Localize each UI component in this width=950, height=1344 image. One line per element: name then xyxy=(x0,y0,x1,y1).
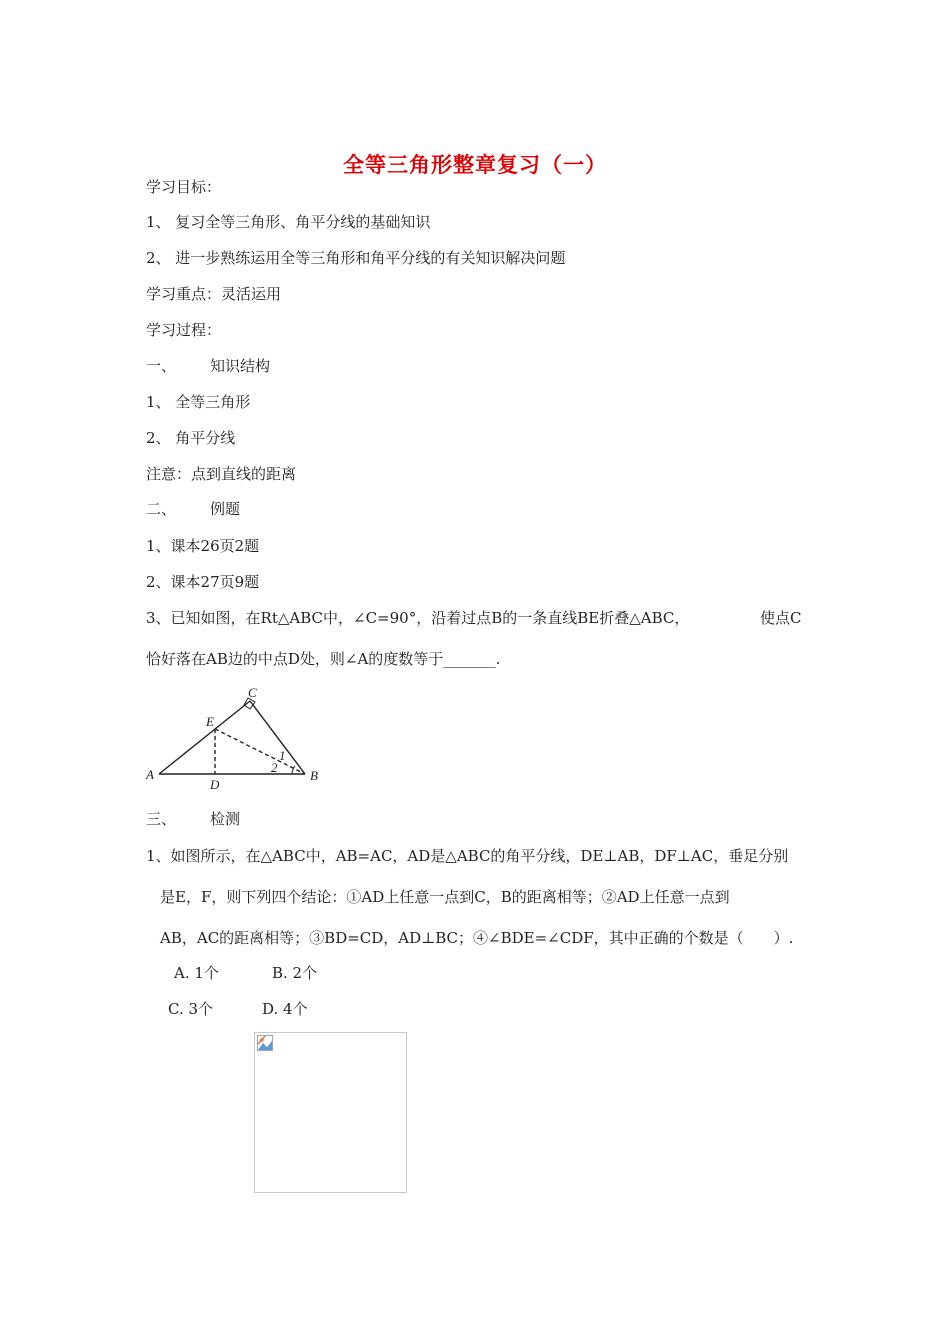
section-1-title: 知识结构 xyxy=(210,357,271,375)
section-3-heading xyxy=(146,809,240,829)
label-b: B xyxy=(310,768,318,783)
option-b: B. 2个 xyxy=(272,964,318,982)
fold-line-be xyxy=(215,729,305,774)
broken-image-icon xyxy=(257,1035,273,1051)
label-angle-2: 2 xyxy=(271,760,278,775)
example-1: 1、课本26页2题 xyxy=(146,537,260,555)
label-a: A xyxy=(146,767,154,782)
option-d: D. 4个 xyxy=(262,1000,308,1018)
focus: 学习重点：灵活运用 xyxy=(146,285,282,303)
goal-2: 2、 进一步熟练运用全等三角形和角平分线的有关知识解决问题 xyxy=(146,249,566,267)
section-2-title: 例题 xyxy=(210,500,241,518)
section-3-title: 检测 xyxy=(210,810,241,828)
example-2: 2、课本27页9题 xyxy=(146,573,260,591)
missing-image-placeholder xyxy=(254,1032,407,1193)
section-1-number: 一、 xyxy=(146,357,177,375)
label-angle-1: 1 xyxy=(279,748,286,763)
section-2-heading xyxy=(146,499,240,519)
triangle-figure xyxy=(140,684,330,794)
side-ac xyxy=(159,701,250,774)
goals-heading: 学习目标： xyxy=(146,178,222,196)
section-1-item-1: 1、 全等三角形 xyxy=(146,393,251,411)
label-e: E xyxy=(206,714,214,729)
label-c: C xyxy=(248,685,257,700)
question-1-line-1: 1、如图所示，在△ABC中，AB=AC，AD是△ABC的角平分线，DE⊥AB，DF⊥AC，垂足分别 xyxy=(146,847,789,865)
goal-1: 1、 复习全等三角形、角平分线的基础知识 xyxy=(146,213,431,231)
example-3-line-2: 恰好落在AB边的中点D处，则∠A的度数等于_______. xyxy=(146,650,501,668)
example-3-line-1: 3、已知如图，在Rt△ABC中，∠C=90°，沿着过点B的一条直线BE折叠△ABC， xyxy=(146,609,690,627)
page-title: 全等三角形整章复习（一） xyxy=(343,153,607,177)
side-bc xyxy=(250,701,305,774)
section-1-item-2: 2、 角平分线 xyxy=(146,429,236,447)
question-1-line-3: AB，AC的距离相等；③BD=CD，AD⊥BC；④∠BDE=∠CDF，其中正确的个数是（ ）. xyxy=(160,929,794,947)
option-a: A. 1个 xyxy=(174,964,219,982)
section-1-heading xyxy=(146,356,270,376)
question-1-line-2: 是E，F，则下列四个结论：①AD上任意一点到C，B的距离相等；②AD上任意一点到 xyxy=(160,888,730,906)
section-3-number: 三、 xyxy=(146,810,177,828)
process-heading: 学习过程： xyxy=(146,321,222,339)
option-c: C. 3个 xyxy=(168,1000,214,1018)
note: 注意：点到直线的距离 xyxy=(146,465,297,483)
section-2-number: 二、 xyxy=(146,500,177,518)
label-d: D xyxy=(210,777,220,792)
example-3-line-1-end: 使点C xyxy=(760,609,802,627)
